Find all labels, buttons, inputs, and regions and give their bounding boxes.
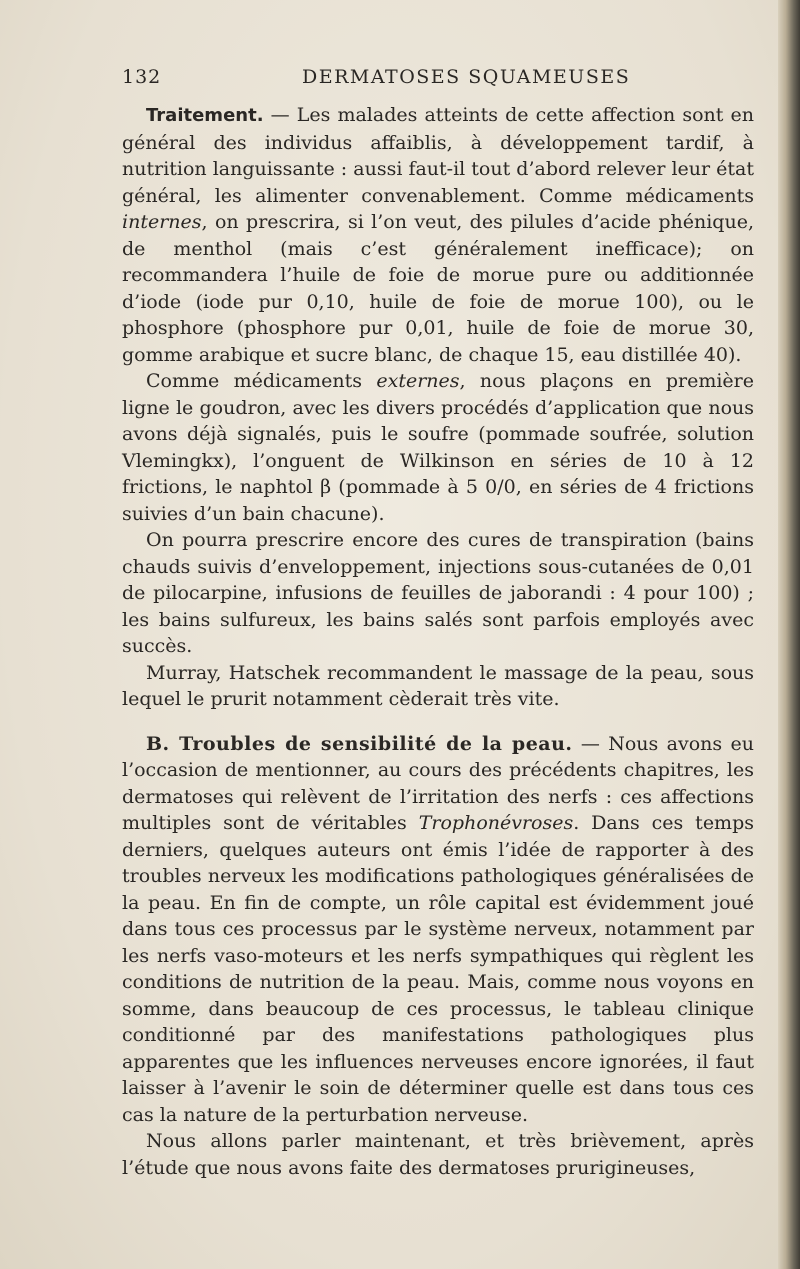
paragraph-troubles-sensibilite [122, 731, 754, 1129]
running-title: DERMATOSES SQUAMEUSES [302, 66, 631, 88]
paragraph-externes [122, 368, 754, 527]
body-text [122, 102, 754, 1181]
italic-term: Trophonévroses [418, 812, 574, 834]
running-header [122, 66, 752, 98]
paragraph-transpiration: On pourra prescrire encore des cures de transpiration (bains chauds suivis d’enveloppement, injections sous-cutanées de 0,01 de pilocarpine, infusions de feuilles de jaborandi : 4 pour 100) ; les bains sulfureux, les bains salés sont parfois employés avec succès. [122, 529, 754, 657]
paragraph-text: — Nous avons eu l’occasion de mentionner, au cours des précédents chapitres, les dermatoses qui relèvent de l’irritation des nerfs : ces affections multiples sont de véritables [122, 732, 754, 834]
page-number: 132 [122, 66, 162, 88]
section-lead-traitement: Traitement. [146, 105, 264, 126]
page-edge-shadow [778, 0, 800, 1269]
paragraph-text: Comme médicaments [146, 370, 377, 392]
paragraph-massage: Murray, Hatschek recommandent le massage de la peau, sous lequel le prurit notamment cèderait très vite. [122, 661, 754, 710]
paragraph-traitement [122, 102, 754, 368]
paragraph-text: , nous plaçons en première ligne le goudron, avec les divers procédés d’application que nous avons déjà signalés, puis le soufre (pommade soufrée, solution Vlemingkx), l’onguent de Wilkinson en séries de 10 à 12 frictions, le naphtol β (pommade à 5 0/0, en séries de 4 frictions suivies d’un bain chacune). [122, 370, 754, 525]
section-heading-b: B. Troubles de sensibilité de la peau. [146, 732, 573, 755]
paragraph-text: , on prescrira, si l’on veut, des pilules d’acide phénique, de menthol (mais c’est généralement inefficace); on recommandera l’huile de foie de morue pure ou additionnée d’iode (iode pur 0,10, huile de foie de morue 100), ou le phosphore (phosphore pur 0,01, huile de foie de morue 30, gomme arabique et sucre blanc, de chaque 15, eau distillée 40). [122, 211, 754, 366]
italic-term: internes [122, 211, 202, 233]
paragraph-text: . Dans ces temps derniers, quelques auteurs ont émis l’idée de rapporter à des troubles nerveux les modifications pathologiques généralisées de la peau. En fin de compte, un rôle capital est évidemment joué dans tous ces processus par le système nerveux, notamment par les nerfs vaso-moteurs et les nerfs sympathiques qui règlent les conditions de nutrition de la peau. Mais, comme nous voyons en somme, dans beaucoup de ces processus, le tableau clinique conditionné par des manifestations pathologiques plus apparentes que les influences nerveuses encore ignorées, il faut laisser à l’avenir le soin de déterminer quelle est dans tous ces cas la nature de la perturbation nerveuse. [122, 812, 754, 1126]
paragraph-conclusion: Nous allons parler maintenant, et très brièvement, après l’étude que nous avons faite des dermatoses prurigineuses, [122, 1130, 754, 1179]
italic-term: externes [376, 370, 460, 392]
paragraph-text: — Les malades atteints de cette affection sont en général des individus affaiblis, à développement tardif, à nutrition languissante : aussi faut-il tout d’abord relever leur état général, les alimenter convenablement. Comme médicaments [122, 104, 754, 207]
